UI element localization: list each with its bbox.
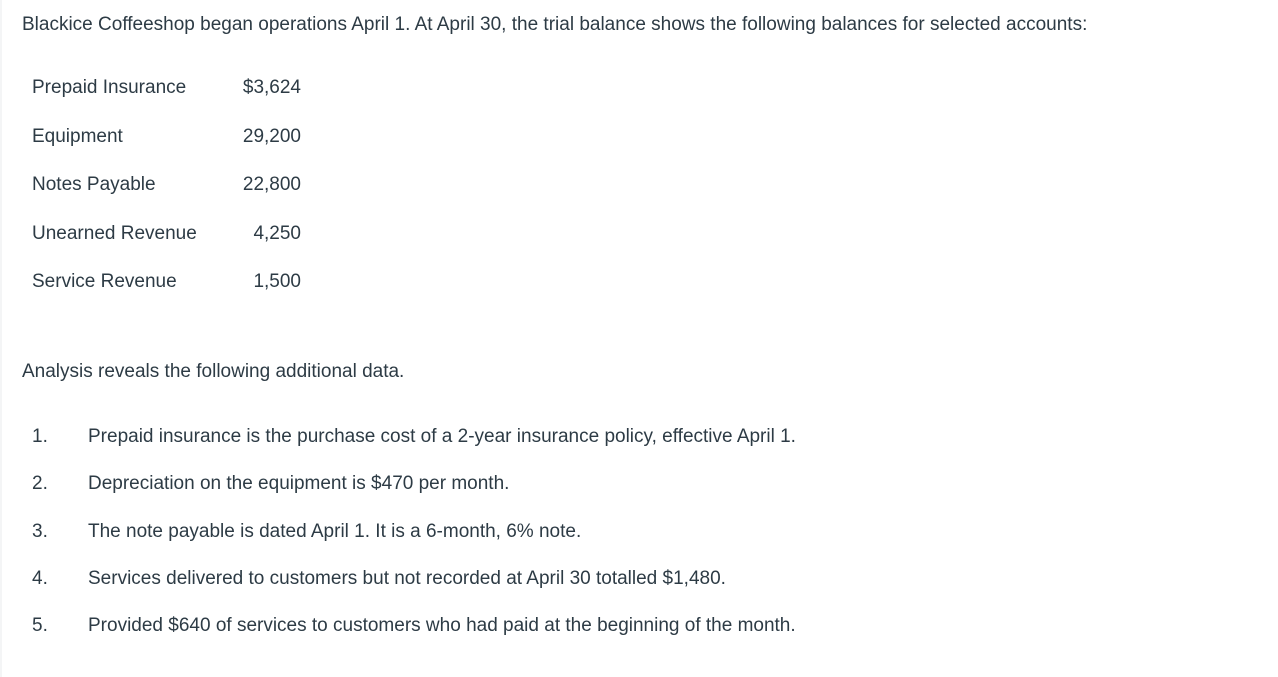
item-text: Services delivered to customers but not recorded at April 30 totalled $1,480. (88, 567, 726, 589)
account-amount: 4,250 (253, 222, 301, 244)
list-item (32, 520, 796, 567)
table-row (32, 270, 301, 319)
account-amount: 1,500 (253, 271, 301, 292)
item-number: 2. (32, 473, 48, 495)
table-row (32, 125, 301, 174)
analysis-list (32, 425, 796, 661)
item-text: Prepaid insurance is the purchase cost of a 2-year insurance policy, effective April 1. (88, 426, 796, 447)
item-number: 3. (32, 520, 48, 542)
account-amount: 29,200 (242, 125, 301, 147)
table-row (32, 222, 301, 271)
left-divider (0, 0, 2, 677)
account-amount: 22,800 (242, 174, 301, 195)
account-name: Equipment (32, 125, 123, 147)
account-name: Notes Payable (32, 174, 156, 195)
list-item (32, 567, 796, 614)
table-row (32, 173, 301, 222)
intro-paragraph: Blackice Coffeeshop began operations April 1. At April 30, the trial balance shows the following balances for selected accounts: (22, 14, 1088, 35)
account-name: Prepaid Insurance (32, 77, 187, 98)
item-number: 5. (32, 615, 48, 637)
account-name: Service Revenue (32, 271, 177, 292)
list-item (32, 614, 796, 661)
item-text: Depreciation on the equipment is $470 per month. (88, 473, 510, 495)
analysis-heading: Analysis reveals the following additional data. (22, 361, 405, 382)
list-item (32, 472, 796, 519)
table-row (32, 76, 301, 125)
list-item (32, 425, 796, 472)
trial-balance-table (32, 76, 301, 319)
item-number: 4. (32, 567, 48, 589)
item-text: Provided $640 of services to customers who had paid at the beginning of the month. (88, 615, 796, 637)
account-name: Unearned Revenue (32, 222, 197, 244)
account-amount: $3,624 (242, 77, 301, 98)
item-text: The note payable is dated April 1. It is a 6-month, 6% note. (88, 520, 582, 542)
item-number: 1. (32, 426, 48, 447)
